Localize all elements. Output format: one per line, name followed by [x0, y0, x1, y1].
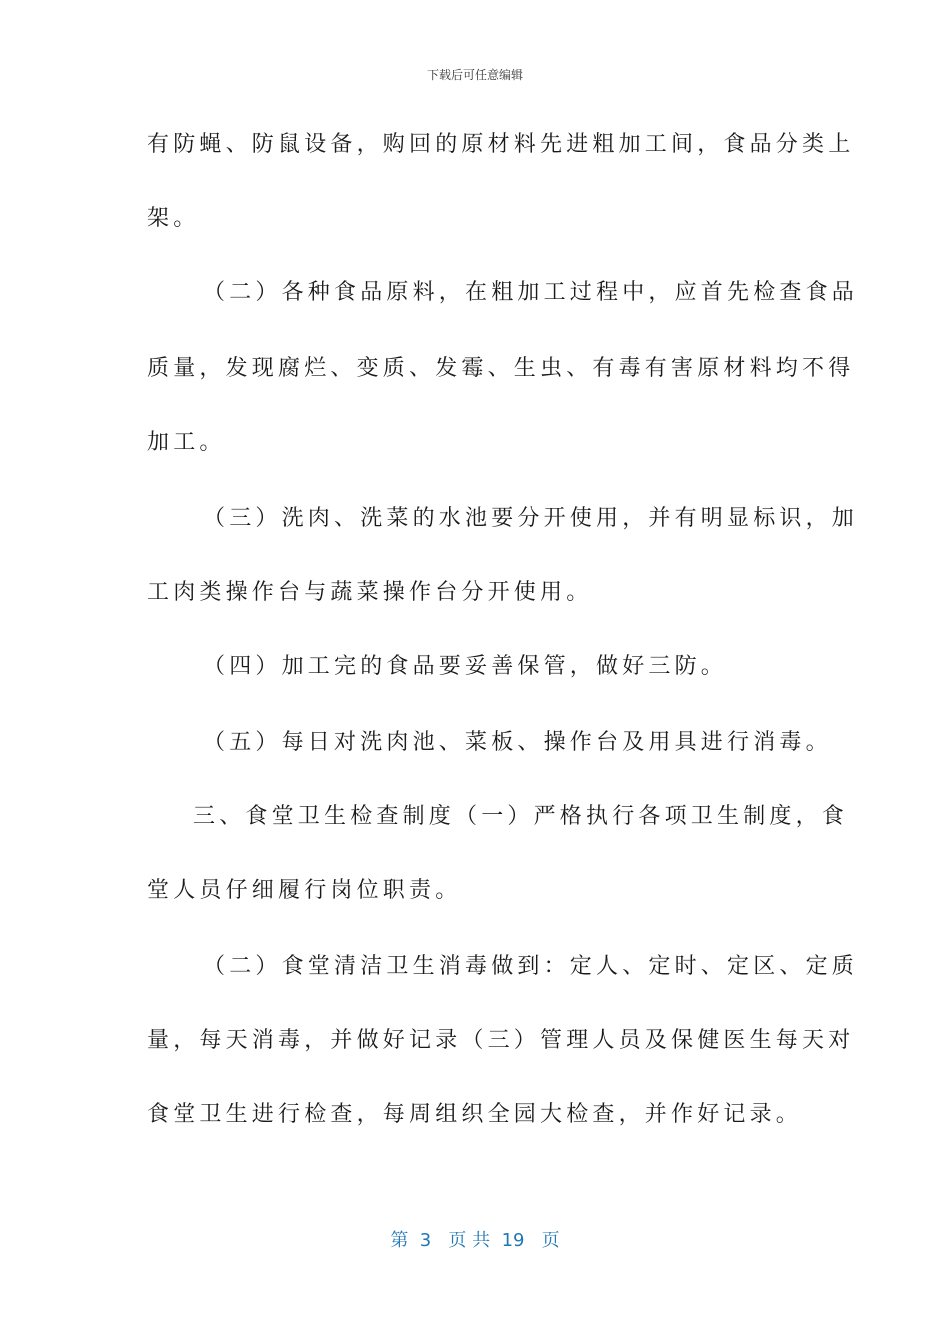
- text-line: 工肉类操作台与蔬菜操作台分开使用。: [147, 580, 593, 605]
- text-line: 三、食堂卫生检查制度（一）严格执行各项卫生制度，食: [193, 804, 849, 829]
- text-line: 堂人员仔细履行岗位职责。: [147, 878, 462, 903]
- text-line: 量，每天消毒，并做好记录（三）管理人员及保健医生每天对: [147, 1028, 855, 1053]
- text-line: 质量，发现腐烂、变质、发霉、生虫、有毒有害原材料均不得: [147, 356, 855, 381]
- page-header: 下载后可任意编辑: [426, 68, 523, 82]
- text-line: 有防蝇、防鼠设备，购回的原材料先进粗加工间，食品分类上: [147, 132, 855, 157]
- text-line: 加工。: [147, 430, 226, 455]
- text-line: （四）加工完的食品要妥善保管，做好三防。: [203, 654, 728, 679]
- text-line: （五）每日对洗肉池、菜板、操作台及用具进行消毒。: [203, 730, 832, 755]
- text-line: 食堂卫生进行检查，每周组织全园大检查，并作好记录。: [147, 1102, 803, 1127]
- text-line: （二）食堂清洁卫生消毒做到：定人、定时、定区、定质: [203, 954, 859, 979]
- text-line: （二）各种食品原料，在粗加工过程中，应首先检查食品: [203, 280, 859, 305]
- text-line: （三）洗肉、洗菜的水池要分开使用，并有明显标识，加: [203, 506, 859, 531]
- text-line: 架。: [147, 206, 200, 231]
- page-number-footer: 第 3 页 共 19 页: [390, 1230, 560, 1251]
